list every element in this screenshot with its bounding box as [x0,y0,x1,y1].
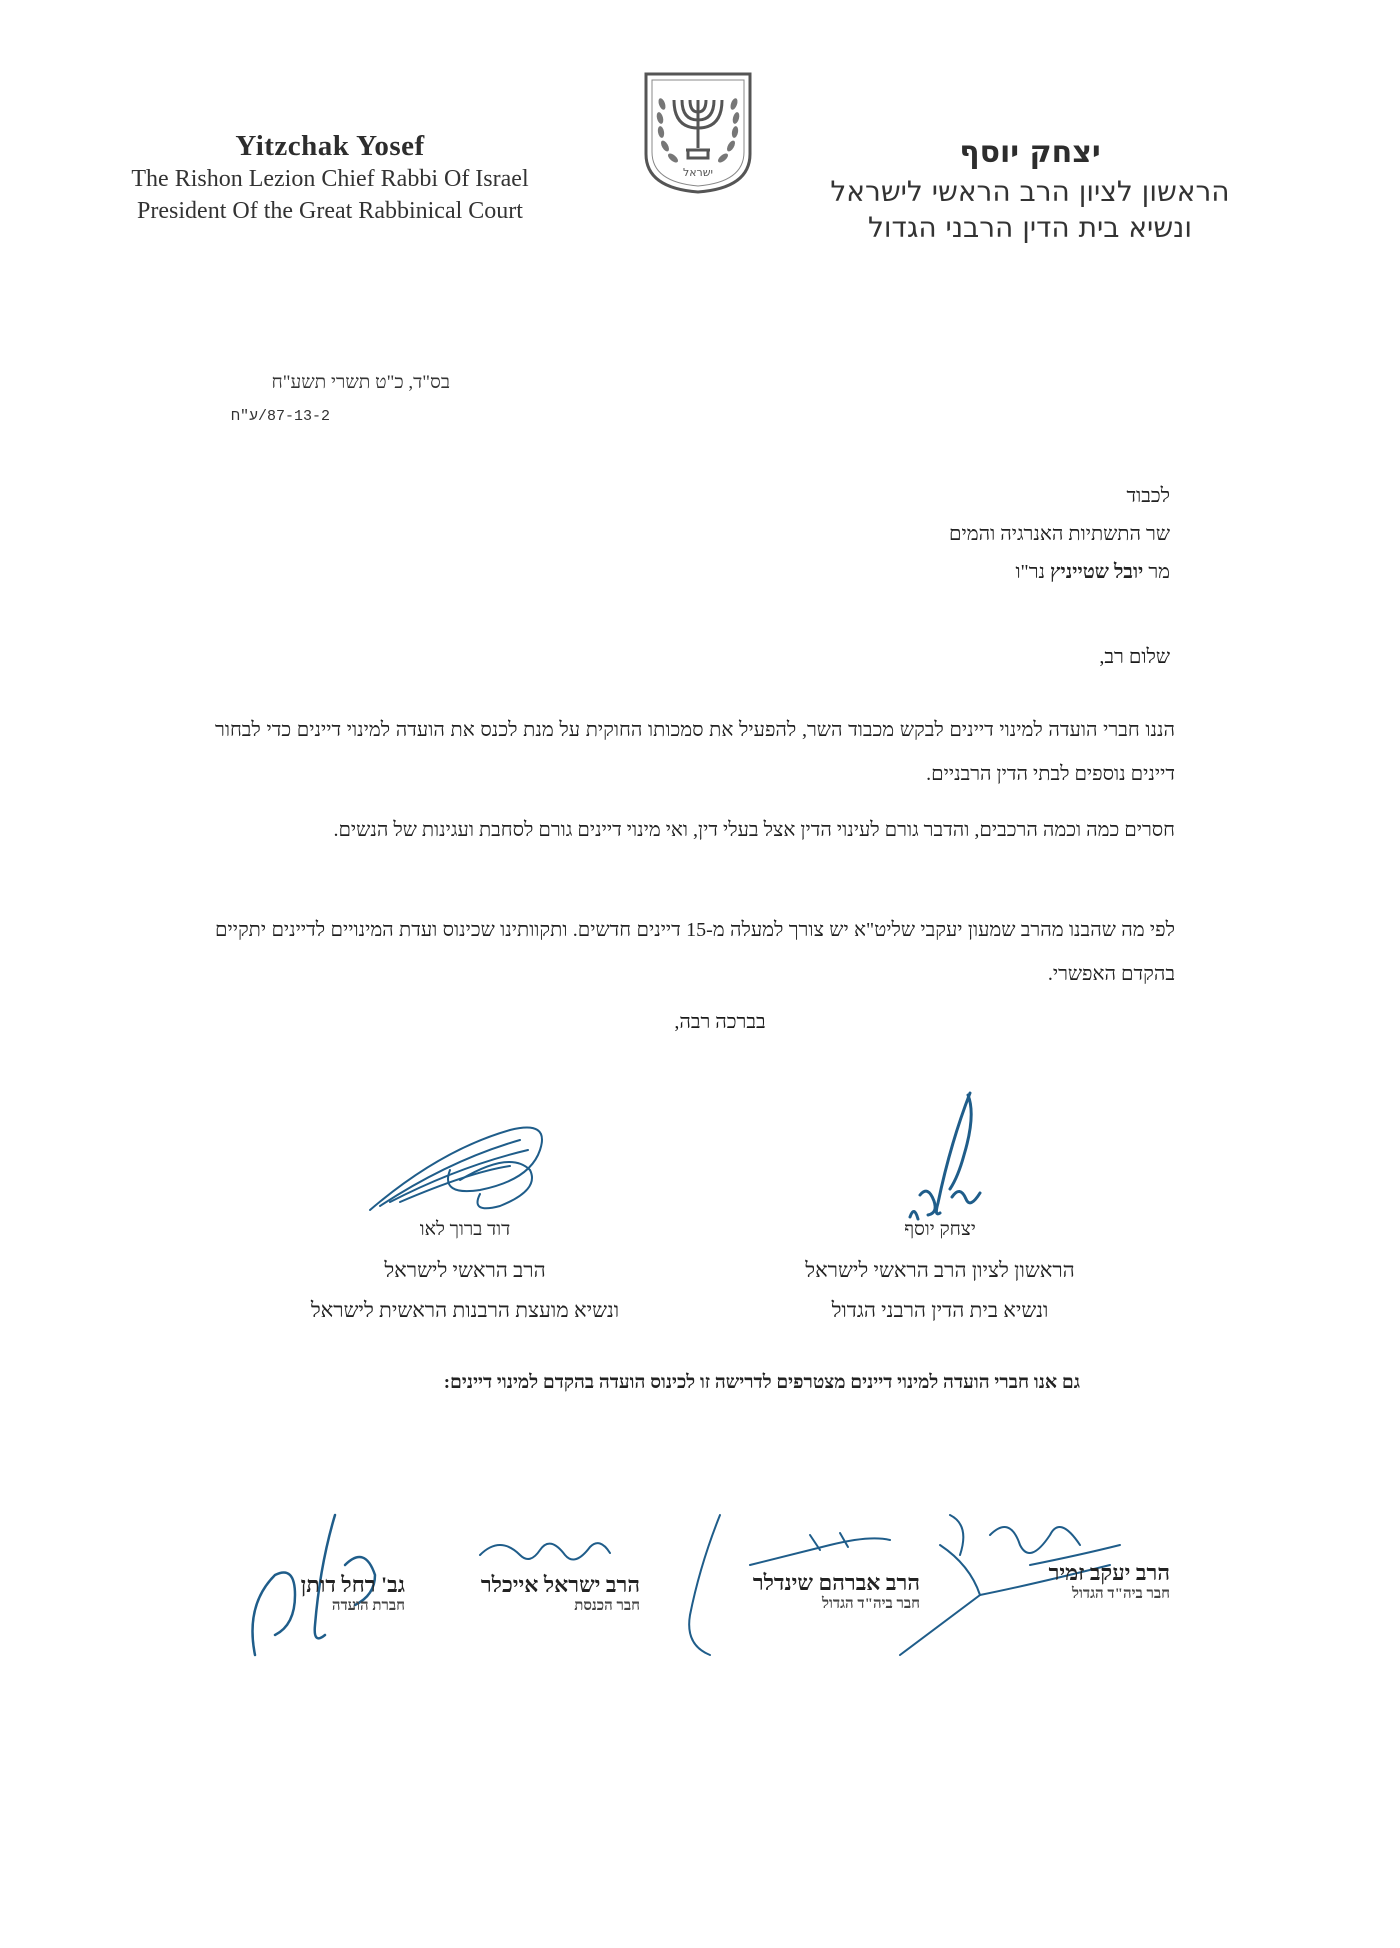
committee-member-4 [225,1572,405,1615]
body-paragraph-1: הננו חברי הועדה למינוי דיינים לבקש מכבוד השר, להפעיל את סמכותו החוקית על מנת לכנס את הועדה למינוי דיינים כדי לבחור דיינים נוספים לבתי הדין הרבניים. [215,719,1175,785]
signatory-lau-name: דוד ברוך לאו [419,1219,511,1240]
greeting: שלום רב, [1099,646,1170,668]
eichler-signature-icon [470,1525,620,1575]
body-paragraph-3: לפי מה שהבנו מהרב שמעון יעקבי שליט"א יש צורך למעלה מ-15 דיינים חדשים. ותקוותינו שכינוס ועדת המינויים לדיינים יתקיים בהקדם האפשרי. [215,919,1175,985]
signatory-lau [265,1210,665,1330]
signatory-lau-title2: ונשיא מועצת הרבנות הראשית לישראל [310,1298,620,1322]
committee-member-3-role: חבר הכנסת [574,1598,640,1614]
recipient-salutation: לכבוד [1126,485,1170,507]
reference-number: 87-13-2/ע"ח [230,408,330,425]
english-letterhead [100,130,560,227]
committee-member-1 [1000,1560,1170,1603]
closing: בברכה רבה, [674,1011,766,1033]
hebrew-title-line1: הראשון לציון הרב הראשי לישראל [830,175,1230,208]
recipient-block [670,477,1170,591]
english-name: Yitzchak Yosef [235,130,425,162]
english-title-line1: The Rishon Lezion Chief Rabbi Of Israel [131,166,529,192]
committee-member-4-name: גב' רחל דותן [300,1572,405,1597]
committee-member-2-role: חבר ביה"ד הגדול [822,1596,920,1612]
committee-member-2-name: הרב אברהם שינדלר [752,1570,920,1595]
recipient-name: יובל שטייניץ [1050,561,1144,583]
committee-member-4-role: חברת הועדה [331,1598,405,1614]
emblem-text: ישראל [682,166,714,179]
committee-member-1-name: הרב יעקב זמיר [1048,1560,1170,1585]
recipient-title: שר התשתיות האנרגיה והמים [949,523,1170,545]
body-paragraph-2: חסרים כמה וכמה הרכבים, והדבר גורם לעינוי הדין אצל בעלי דין, ואי מינוי דיינים גורם לסחבת ועגינות של הנשים. [333,819,1175,841]
signatory-yosef-name: יצחק יוסף [904,1219,976,1240]
signatory-yosef-title2: ונשיא בית הדין הרבני הגדול [831,1298,1049,1322]
hebrew-letterhead [800,135,1260,246]
hebrew-name: יצחק יוסף [959,135,1101,170]
recipient-prefix: מר [1143,561,1170,583]
hebrew-title-line2: ונשיא בית הדין הרבני הגדול [868,211,1192,244]
english-title-line2: President Of the Great Rabbinical Court [137,198,523,224]
signatory-yosef-title1: הראשון לציון הרב הראשי לישראל [805,1258,1075,1282]
committee-member-1-role: חבר ביה"ד הגדול [1072,1586,1170,1602]
join-statement: גם אנו חברי הועדה למינוי דיינים מצטרפים לדרישה זו לכינוס הועדה בהקדם למינוי דיינים: [443,1372,1080,1393]
letter-date: בס"ד, כ"ט תשרי תשע"ח [271,372,450,393]
committee-member-3 [450,1572,640,1615]
recipient-name-line [670,553,1170,591]
signatory-lau-title1: הרב הראשי לישראל [384,1258,546,1282]
state-emblem-icon [640,70,756,194]
signatory-yosef [760,1210,1120,1330]
committee-member-3-name: הרב ישראל אייכלר [480,1572,640,1597]
recipient-suffix: נר"ו [1015,561,1051,583]
committee-member-2 [730,1570,920,1613]
